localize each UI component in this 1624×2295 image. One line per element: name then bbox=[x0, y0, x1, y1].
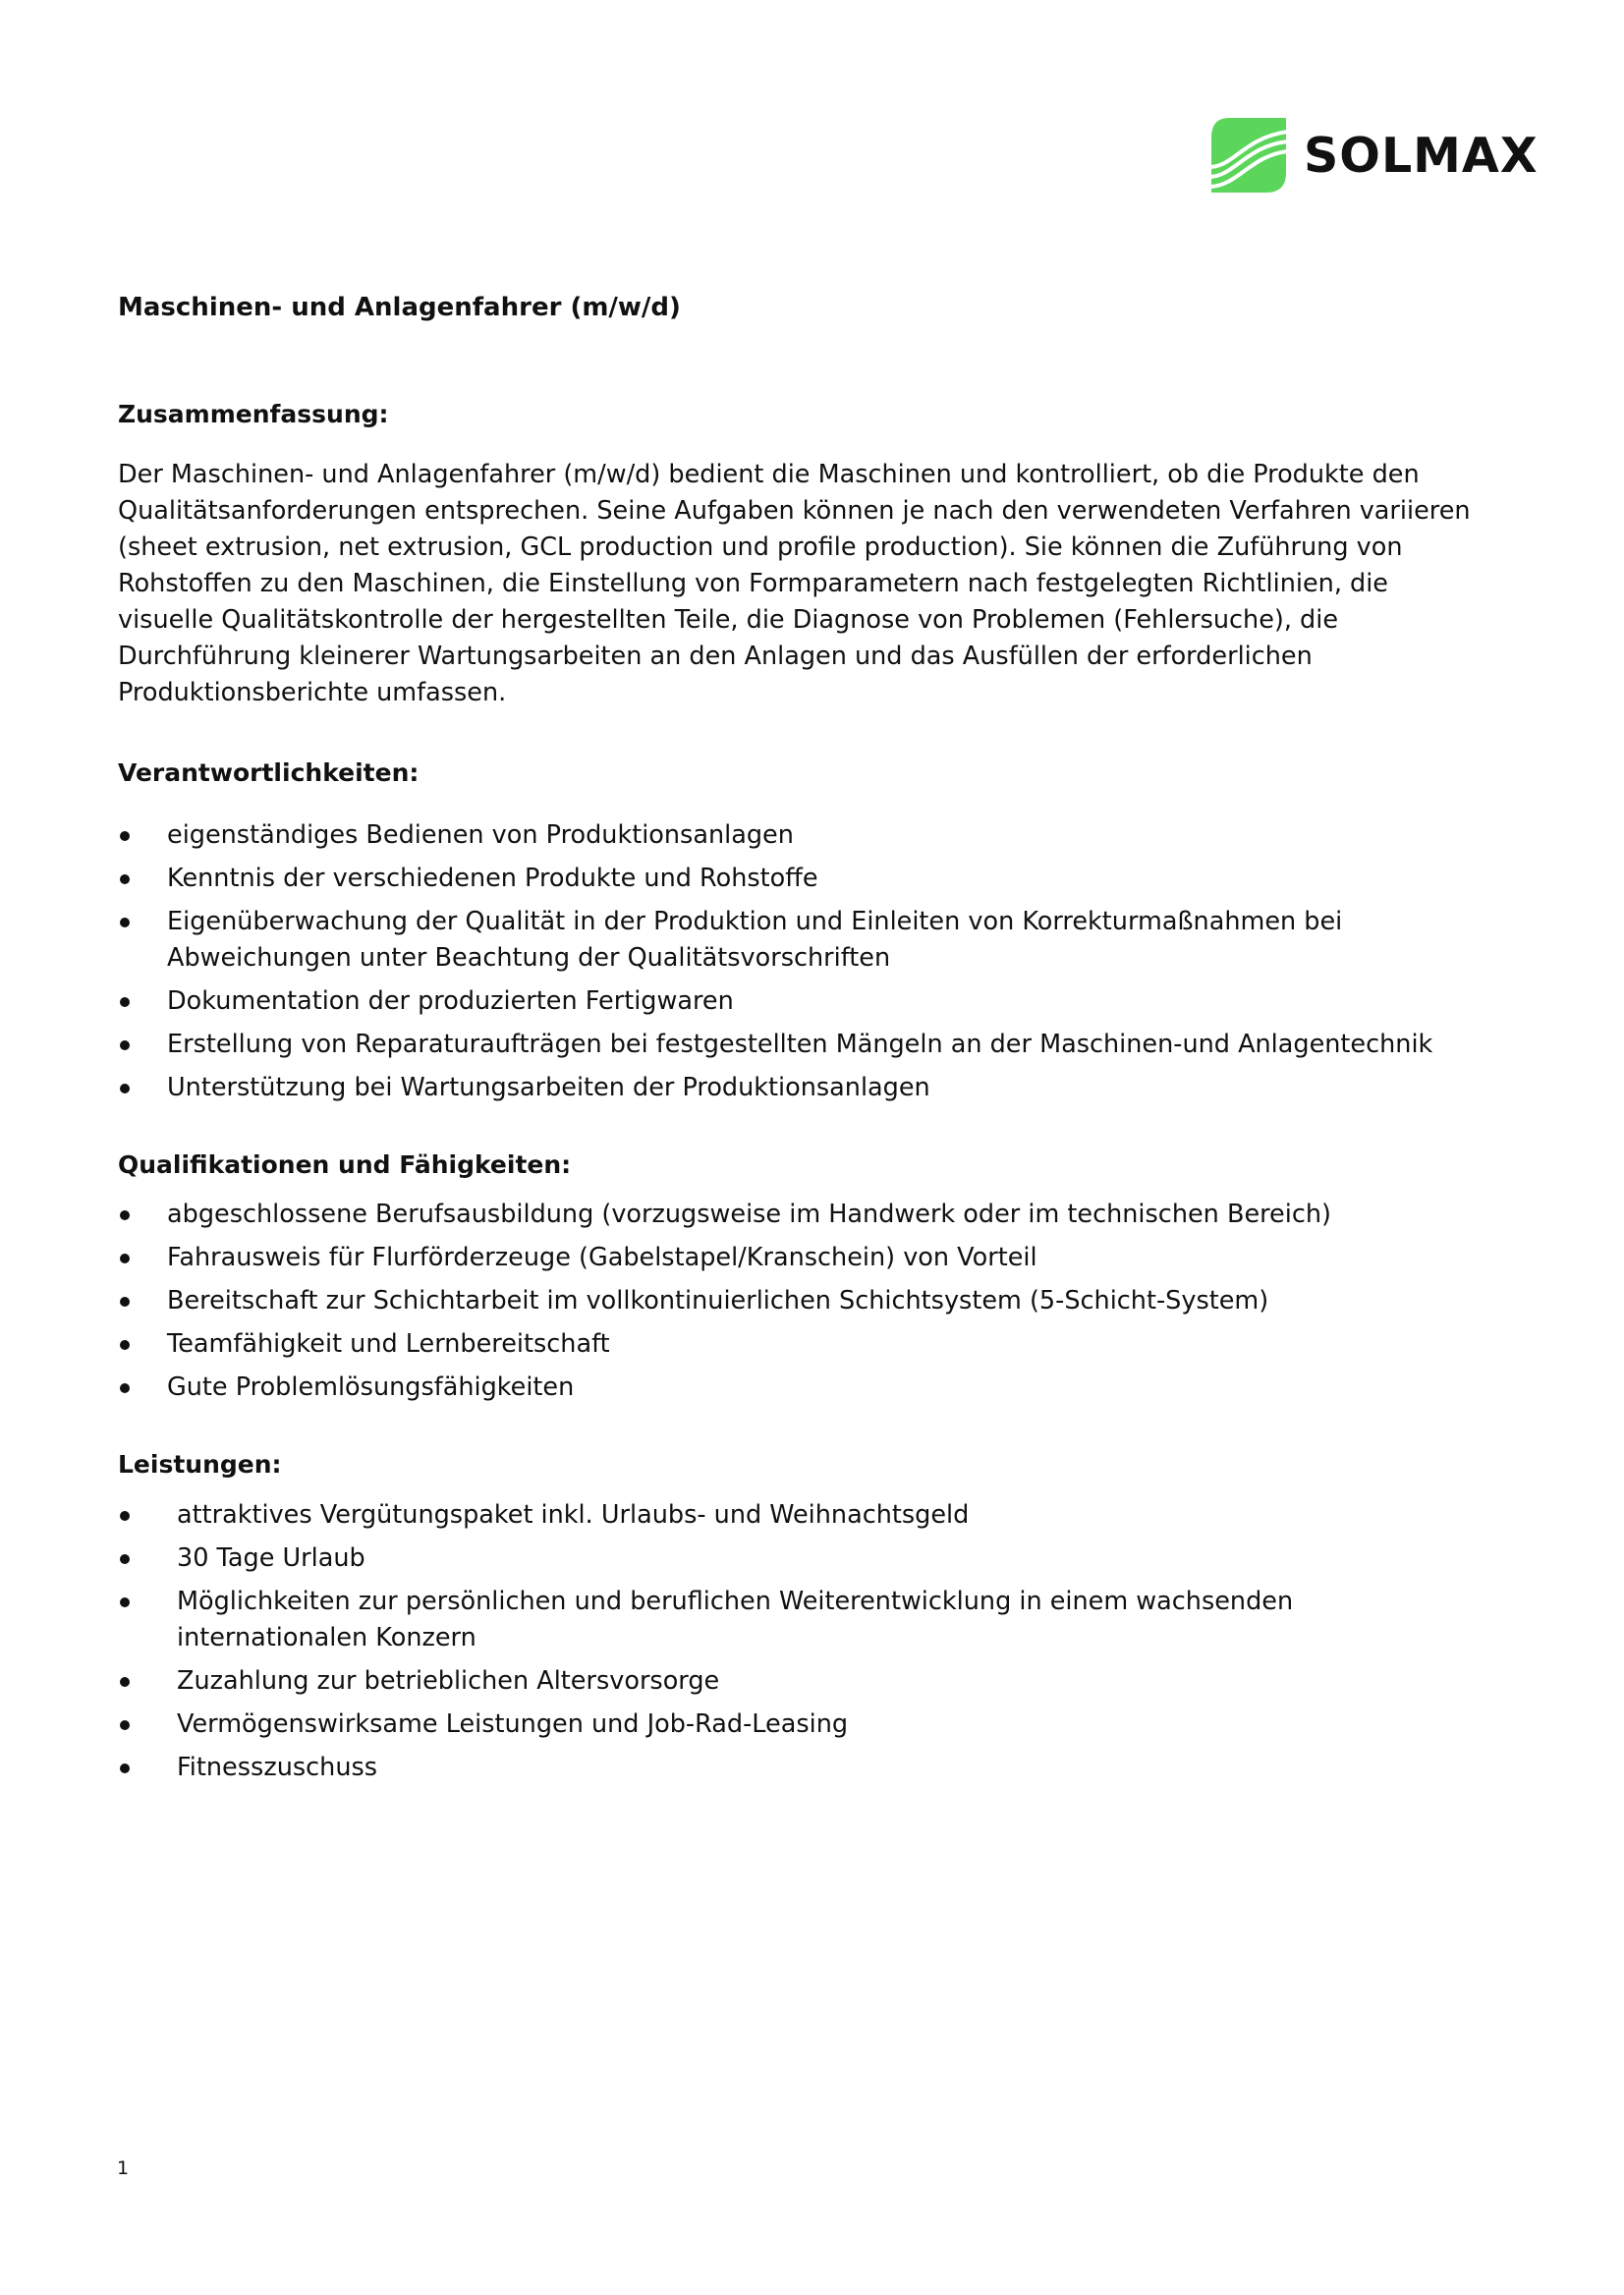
bullet-icon bbox=[120, 904, 149, 927]
list-item bbox=[118, 983, 1432, 1020]
summary-line: Qualitätsanforderungen entsprechen. Seine Aufgaben können je nach den verwendeten Verfahren variieren bbox=[118, 496, 1471, 526]
item-text: Kenntnis der verschiedenen Produkte und Rohstoffe bbox=[167, 864, 818, 893]
page-number: 1 bbox=[117, 2157, 130, 2179]
item-text: Dokumentation der produzierten Fertigwaren bbox=[167, 986, 734, 1016]
bullet-icon bbox=[120, 983, 149, 1007]
qualifications-heading: Qualifikationen und Fähigkeiten: bbox=[118, 1150, 572, 1179]
item-text: Teamfähigkeit und Lernbereitschaft bbox=[167, 1329, 610, 1359]
brand-name: SOLMAX bbox=[1304, 127, 1539, 184]
item-text: abgeschlossene Berufsausbildung (vorzugsweise im Handwerk oder im technischen Bereich) bbox=[167, 1200, 1331, 1229]
list-item bbox=[118, 1750, 1293, 1786]
item-text: Fitnesszuschuss bbox=[177, 1753, 378, 1782]
bullet-icon bbox=[120, 1197, 149, 1220]
bullet-icon bbox=[120, 1497, 149, 1521]
qualifications-list bbox=[118, 1197, 1331, 1413]
list-item bbox=[118, 1070, 1432, 1106]
list-item bbox=[118, 1663, 1293, 1700]
item-text: Fahrausweis für Flurförderzeuge (Gabelstapel/Kranschein) von Vorteil bbox=[167, 1243, 1037, 1272]
item-text: Abweichungen unter Beachtung der Qualitätsvorschriften bbox=[167, 943, 891, 973]
bullet-icon bbox=[120, 1540, 149, 1564]
item-text: internationalen Konzern bbox=[177, 1623, 476, 1652]
bullet-icon bbox=[120, 1370, 149, 1393]
list-item bbox=[118, 1027, 1432, 1063]
summary-line: Durchführung kleinerer Wartungsarbeiten an den Anlagen und das Ausfüllen der erforderlichen bbox=[118, 642, 1313, 671]
list-item bbox=[118, 1197, 1331, 1233]
company-logo bbox=[1209, 116, 1539, 195]
item-text: Unterstützung bei Wartungsarbeiten der Produktionsanlagen bbox=[167, 1073, 930, 1102]
list-item bbox=[118, 1326, 1331, 1363]
solmax-wave-logo-icon bbox=[1209, 116, 1288, 195]
bullet-icon bbox=[120, 1240, 149, 1263]
bullet-icon bbox=[120, 1707, 149, 1730]
item-text: Bereitschaft zur Schichtarbeit im vollkontinuierlichen Schichtsystem (5-Schicht-System) bbox=[167, 1286, 1269, 1315]
benefits-heading: Leistungen: bbox=[118, 1450, 282, 1479]
bullet-icon bbox=[120, 861, 149, 884]
summary-heading: Zusammenfassung: bbox=[118, 400, 389, 428]
list-item bbox=[118, 1283, 1331, 1319]
list-item bbox=[118, 1707, 1293, 1743]
list-item bbox=[118, 817, 1432, 854]
item-text: Erstellung von Reparaturaufträgen bei festgestellten Mängeln an der Maschinen-und Anlagentechnik bbox=[167, 1030, 1433, 1059]
item-text: Gute Problemlösungsfähigkeiten bbox=[167, 1372, 575, 1402]
item-text: Zuzahlung zur betrieblichen Altersvorsorge bbox=[177, 1666, 720, 1696]
summary-line: visuelle Qualitätskontrolle der hergestellten Teile, die Diagnose von Problemen (Fehlersuche), die bbox=[118, 605, 1339, 635]
bullet-icon bbox=[120, 1326, 149, 1350]
responsibilities-heading: Verantwortlichkeiten: bbox=[118, 758, 420, 787]
summary-text bbox=[118, 457, 1533, 711]
item-text: 30 Tage Urlaub bbox=[177, 1543, 365, 1573]
item-text: eigenständiges Bedienen von Produktionsanlagen bbox=[167, 820, 794, 850]
item-text: Möglichkeiten zur persönlichen und beruflichen Weiterentwicklung in einem wachsenden bbox=[177, 1587, 1294, 1616]
bullet-icon bbox=[120, 1663, 149, 1687]
page-title: Maschinen- und Anlagenfahrer (m/w/d) bbox=[118, 293, 681, 322]
list-item bbox=[118, 1240, 1331, 1276]
summary-line: Produktionsberichte umfassen. bbox=[118, 678, 507, 707]
item-text: attraktives Vergütungspaket inkl. Urlaubs- und Weihnachtsgeld bbox=[177, 1500, 970, 1530]
summary-line: Der Maschinen- und Anlagenfahrer (m/w/d) bedient die Maschinen und kontrolliert, ob die Produkte den bbox=[118, 460, 1420, 489]
bullet-icon bbox=[120, 1283, 149, 1307]
list-item bbox=[118, 1370, 1331, 1406]
list-item bbox=[118, 1497, 1293, 1534]
bullet-icon bbox=[120, 1750, 149, 1773]
summary-line: Rohstoffen zu den Maschinen, die Einstellung von Formparametern nach festgelegten Richtlinien, die bbox=[118, 569, 1388, 598]
responsibilities-list bbox=[118, 817, 1432, 1113]
list-item bbox=[118, 861, 1432, 897]
bullet-icon bbox=[120, 1027, 149, 1050]
item-text: Vermögenswirksame Leistungen und Job-Rad-Leasing bbox=[177, 1709, 849, 1739]
list-item bbox=[118, 1540, 1293, 1577]
benefits-list bbox=[118, 1497, 1293, 1793]
summary-line: (sheet extrusion, net extrusion, GCL production und profile production). Sie können die Zuführung von bbox=[118, 532, 1403, 562]
bullet-icon bbox=[120, 1584, 149, 1607]
bullet-icon bbox=[120, 817, 149, 841]
list-item bbox=[118, 1584, 1293, 1656]
list-item bbox=[118, 904, 1432, 977]
item-text: Eigenüberwachung der Qualität in der Produktion und Einleiten von Korrekturmaßnahmen bei bbox=[167, 907, 1343, 936]
bullet-icon bbox=[120, 1070, 149, 1093]
